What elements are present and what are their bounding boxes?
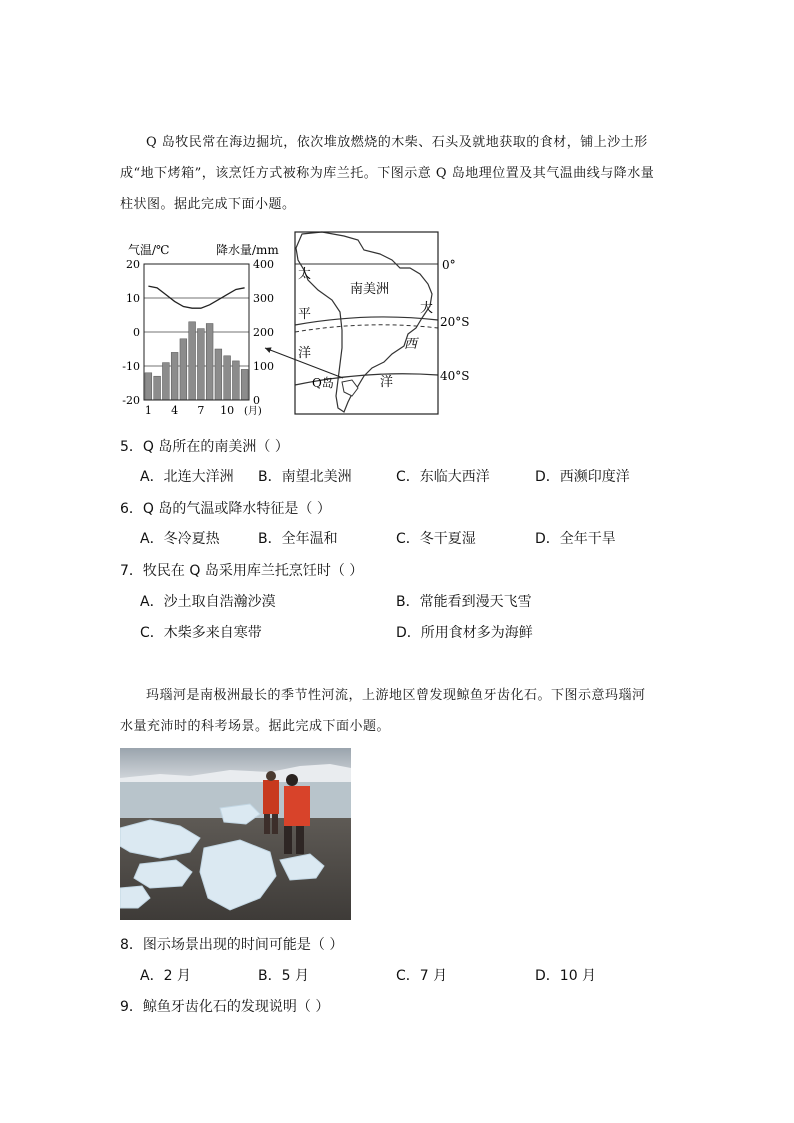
precipitation-tick: 300 [253, 292, 274, 305]
passage-1 [120, 127, 680, 220]
question-number: 8． [120, 937, 143, 953]
option-6-A[interactable] [140, 528, 220, 548]
option-text: 南望北美洲 [281, 469, 352, 485]
temperature-tick: -10 [122, 360, 140, 373]
option-letter: D． [535, 531, 560, 547]
question-text: 图示场景出现的时间可能是（ ） [142, 937, 344, 953]
precipitation-bar-4 [171, 352, 178, 400]
option-letter: C． [140, 625, 164, 641]
option-text: 全年温和 [281, 531, 338, 547]
precipitation-bar-10 [224, 356, 231, 400]
option-letter: D． [396, 625, 421, 641]
passage-1-line-2: 成“地下烤箱”，该烹饪方式被称为库兰托。下图示意 Q 岛地理位置及其气温曲线与降水量 [120, 166, 655, 181]
precipitation-tick: 200 [253, 326, 274, 339]
question-9 [120, 996, 329, 1016]
option-letter: D． [535, 469, 560, 485]
question-7 [120, 560, 363, 580]
option-8-B[interactable] [258, 965, 309, 985]
passage-2-line-1: 玛瑙河是南极洲最长的季节性河流，上游地区曾发现鲸鱼牙齿化石。下图示意玛瑙河 [146, 688, 646, 703]
option-text: 常能看到漫天飞雪 [419, 594, 532, 610]
label-pacific-3: 洋 [298, 346, 312, 361]
option-letter: B． [258, 469, 282, 485]
label-lat-40: 40°S [440, 369, 470, 383]
passage-2 [120, 680, 680, 742]
pointer-arrow [255, 340, 355, 390]
option-letter: A． [140, 531, 164, 547]
temperature-tick: 0 [133, 326, 140, 339]
option-8-C[interactable] [396, 965, 447, 985]
option-5-C[interactable] [396, 466, 490, 486]
label-atlantic-2: 西 [404, 337, 418, 352]
option-5-A[interactable] [140, 466, 234, 486]
precipitation-bar-3 [162, 363, 169, 400]
option-letter: A． [140, 594, 164, 610]
label-q-island: Q岛 [312, 376, 334, 390]
option-text: 北连大洋洲 [163, 469, 234, 485]
option-text: 沙土取自浩瀚沙漠 [163, 594, 276, 610]
month-tick: 1 [144, 404, 152, 417]
temperature-tick: 10 [126, 292, 140, 305]
question-number: 7． [120, 563, 143, 579]
option-letter: B． [258, 531, 282, 547]
option-text: 7 月 [419, 968, 448, 984]
label-lat-0: 0° [442, 258, 456, 272]
option-letter: B． [258, 968, 282, 984]
question-number: 6． [120, 501, 143, 517]
month-tick: 10 [220, 404, 235, 417]
temperature-curve [148, 286, 244, 308]
precipitation-bar-12 [241, 369, 248, 400]
question-text: 鲸鱼牙齿化石的发现说明（ ） [142, 999, 330, 1015]
question-5 [120, 436, 289, 456]
precipitation-tick: 400 [253, 258, 274, 271]
option-8-D[interactable] [535, 965, 596, 985]
option-text: 冬干夏湿 [419, 531, 476, 547]
temperature-axis-label: 气温/℃ [128, 243, 170, 257]
precipitation-bar-7 [197, 329, 204, 400]
precipitation-bar-8 [206, 324, 213, 401]
option-6-C[interactable] [396, 528, 476, 548]
question-text: Q 岛所在的南美洲（ ） [142, 439, 289, 455]
question-text: Q 岛的气温或降水特征是（ ） [142, 501, 331, 517]
month-tick: 4 [171, 404, 179, 417]
option-text: 10 月 [559, 968, 597, 984]
label-continent: 南美洲 [350, 282, 390, 297]
question-8 [120, 934, 343, 954]
question-number: 9． [120, 999, 143, 1015]
question-6 [120, 498, 331, 518]
temperature-tick: 20 [126, 258, 140, 271]
label-lat-20: 20°S [440, 315, 470, 329]
option-7-D[interactable] [396, 622, 533, 642]
question-number: 5． [120, 439, 143, 455]
option-7-A[interactable] [140, 591, 276, 611]
option-6-D[interactable] [535, 528, 616, 548]
label-atlantic-3: 洋 [380, 375, 394, 390]
precipitation-tick: 0 [253, 394, 260, 407]
precipitation-bar-2 [154, 376, 161, 400]
option-letter: C． [396, 531, 420, 547]
climate-chart [120, 238, 280, 423]
option-letter: C． [396, 469, 420, 485]
option-text: 木柴多来自寒带 [163, 625, 262, 641]
month-tick: 7 [197, 404, 205, 417]
month-unit: (月) [244, 406, 262, 417]
label-atlantic-1: 大 [420, 301, 434, 316]
precipitation-bar-9 [215, 349, 222, 400]
label-pacific-1: 太 [298, 267, 312, 282]
option-6-B[interactable] [258, 528, 338, 548]
precipitation-bar-1 [145, 373, 152, 400]
option-letter: A． [140, 469, 164, 485]
precipitation-bar-11 [232, 361, 239, 400]
precipitation-tick: 100 [253, 360, 274, 373]
passage-1-line-1: Q 岛牧民常在海边掘坑，依次堆放燃烧的木柴、石头及就地获取的食材，铺上沙土形 [146, 135, 648, 150]
option-5-D[interactable] [535, 466, 630, 486]
option-text: 东临大西洋 [419, 469, 490, 485]
temperature-tick: -20 [122, 394, 140, 407]
option-7-B[interactable] [396, 591, 532, 611]
research-scene-photo [120, 748, 351, 920]
label-pacific-2: 平 [298, 307, 312, 322]
option-8-A[interactable] [140, 965, 191, 985]
precipitation-bar-6 [189, 322, 196, 400]
precipitation-axis-label: 降水量/mm [216, 243, 279, 257]
option-letter: D． [535, 968, 560, 984]
option-letter: A． [140, 968, 164, 984]
option-5-B[interactable] [258, 466, 352, 486]
question-text: 牧民在 Q 岛采用库兰托烹饪时（ ） [142, 563, 364, 579]
precipitation-bar-5 [180, 339, 187, 400]
option-text: 所用食材多为海鲜 [420, 625, 533, 641]
option-7-C[interactable] [140, 622, 262, 642]
option-text: 2 月 [163, 968, 191, 984]
passage-2-line-2: 水量充沛时的科考场景。据此完成下面小题。 [120, 719, 391, 734]
option-text: 冬冷夏热 [163, 531, 220, 547]
option-text: 5 月 [281, 968, 309, 984]
option-text: 西濒印度洋 [559, 469, 630, 485]
option-letter: B． [396, 594, 420, 610]
option-letter: C． [396, 968, 420, 984]
passage-1-line-3: 柱状图。据此完成下面小题。 [120, 197, 296, 212]
option-text: 全年干旱 [559, 531, 616, 547]
